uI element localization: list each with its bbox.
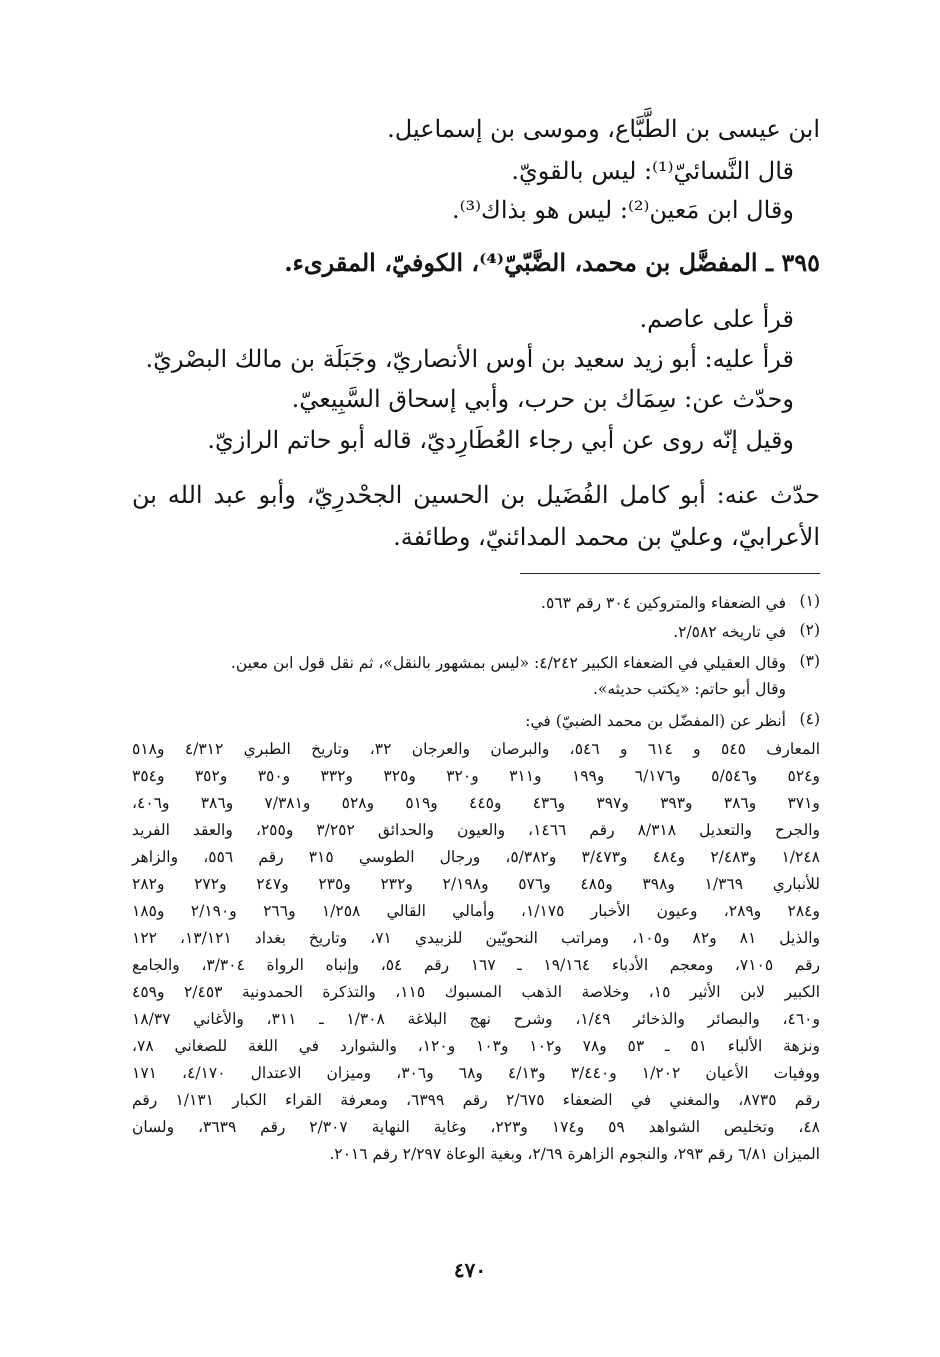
footnote-4-line-10: رقم ٧١٠٥، ومعجم الأدباء ١٩/١٦٤ ـ ١٦٧ رقم ٥٤، وإنباه الرواة ٣/٣٠٤، والجامع — [132, 956, 820, 974]
body-line-10: الأعرابيّ، وعليّ بن محمد المدائنيّ، وطائفة. — [393, 523, 820, 551]
footnote-4-line-8: و٢٨٤ و٢٨٩، وعيون الأخبار ١/١٧٥، وأمالي القالي ١/٢٥٨ و٢٦٦ و٢/١٩٠ و١٨٥ — [132, 902, 820, 920]
body-line-1: ابن عيسى بن الطَّبَّاع، وموسى بن إسماعيل. — [387, 115, 820, 143]
footnote-4-line-2: المعارف ٥٤٥ و ٦١٤ و ٥٤٦، والبرصان والعرجان ٣٢، وتاريخ الطبري ٤/٣١٢ و٥١٨ — [132, 740, 821, 758]
page-number: ٤٧٠ — [453, 1258, 487, 1282]
body-line-6: قرأ عليه: أبو زيد سعيد بن أوس الأنصاريّ، وجَبَلَة بن مالك البصْريّ. — [145, 345, 794, 373]
footnote-4-line-5: والجرح والتعديل ٨/٣١٨ رقم ١٤٦٦، والعيون والحدائق ٣/٢٥٢ و٢٥٥، والعقد الفريد — [132, 821, 821, 839]
body-line-5: قرأ على عاصم. — [639, 305, 794, 333]
footnote-4-line-6: ١/٢٤٨ و٢/٤٨٣ و٤٨٤ و٣/٤٧٣ و٥/٣٨٢، ورجال الطوسي ٣١٥ رقم ٥٥٦، والزاهر — [132, 848, 821, 866]
footnote-number-3: (٣) — [799, 652, 820, 670]
footnote-4-line-7: للأنباري ١/٣٦٩ و٣٩٨ و٤٨٥ و٥٧٦ و٢/١٩٨ و٢٣٢ و٢٣٥ و٢٤٧ و٢٧٢ و٢٨٢ — [132, 875, 820, 893]
footnote-4-line-15: رقم ٨٧٣٥، والمغني في الضعفاء ٢/٦٧٥ رقم ٦٣٩٩، ومعرفة القراء الكبار ١/١٣١ رقم — [132, 1091, 821, 1109]
body-line-2: قال النَّسائيّ⁽¹⁾: ليس بالقويّ. — [511, 157, 794, 185]
entry-heading: ٣٩٥ ـ المفضَّل بن محمد، الضَّبّيّ⁽⁴⁾، الكوفيّ، المقرىء. — [284, 248, 820, 277]
footnote-4-line-13: ونزهة الألباء ٥١ ـ ٥٣ و٧٨ و١٠٢ و١٠٣ و١٢٠، والشوارد في اللغة للصغاني ٧٨، — [132, 1037, 820, 1055]
footnote-number-4: (٤) — [799, 710, 820, 728]
footnote-number-2: (٢) — [799, 621, 820, 639]
footnote-4-line-1: أنظر عن (المفضّل بن محمد الضبيّ) في: — [525, 712, 786, 730]
footnote-4-line-12: و٤٦٠، والبصائر والذخائر ١/٤٩، وشرح نهج البلاغة ١/٣٠٨ ـ ٣١١، والأغاني ١٨/٣٧ — [132, 1010, 820, 1028]
footnote-1: في الضعفاء والمتروكين ٣٠٤ رقم ٥٦٣. — [541, 594, 786, 612]
body-line-3: وقال ابن مَعين⁽²⁾: ليس هو بذاك⁽³⁾. — [451, 196, 794, 224]
footnote-3-line-1: وقال العقيلي في الضعفاء الكبير ٤/٢٤٢: «ليس بمشهور بالنقل»، ثم نقل قول ابن معين. — [230, 654, 786, 672]
footnote-number-1: (١) — [799, 592, 820, 610]
footnote-separator — [520, 573, 820, 574]
footnote-4-line-16: ٤٨، وتخليص الشواهد ٥٩ و١٧٤ و٢٢٣، وغاية النهاية ٢/٣٠٧ رقم ٣٦٣٩، ولسان — [132, 1118, 821, 1136]
footnote-4-line-11: الكبير لابن الأثير ١٥، وخلاصة الذهب المسبوك ١١٥، والتذكرة الحمدونية ٢/٤٥٣ و٤٥٩ — [132, 983, 820, 1001]
footnote-2: في تاريخه ٢/٥٨٢. — [673, 623, 786, 641]
footnote-4-line-4: و٣٧١ و٣٨٦ و٣٩٣ و٣٩٧ و٤٣٦ و٤٤٥ و٥١٩ و٥٢٨ و٧/٣٨١ و٣٨٦ و٤٠٦، — [132, 794, 820, 812]
body-line-7: وحدّث عن: سِمَاك بن حرب، وأبي إسحاق السَّبِيعيّ. — [291, 385, 794, 413]
footnote-4-line-9: والذيل ٨١ و٨٢ و١٠٥، ومراتب النحويّين للزبيدي ٧١، وتاريخ بغداد ١٣/١٢١، ١٢٢ — [132, 929, 820, 947]
footnote-3-line-2: وقال أبو حاتم: «يكتب حديثه». — [592, 680, 786, 698]
footnote-4-line-14: ووفيات الأعيان ١/٢٠٢ و٣/٤٤٠ و٤/١٣ و٦٨ و٣٠٦، وميزان الاعتدال ٤/١٧٠، ١٧١ — [132, 1064, 820, 1082]
footnote-4-line-3: و٥٢٤ و٥/٥٤٦ و٦/١٧٦ و١٩٩ و٣١١ و٣٢٠ و٣٢٥ و٣٣٢ و٣٥٠ و٣٥٢ و٣٥٤ — [132, 767, 821, 785]
footnote-4-line-17: الميزان ٦/٨١ رقم ٢٩٣، والنجوم الزاهرة ٢/٦٩، وبغية الوعاة ٢/٢٩٧ رقم ٢٠١٦. — [329, 1145, 820, 1163]
body-line-9: حدّث عنه: أبو كامل الفُضَيل بن الحسين الجحْدرِيّ، وأبو عبد الله بن — [132, 481, 820, 509]
body-line-8: وقيل إنّه روى عن أبي رجاء العُطَارِديّ، قاله أبو حاتم الرازيّ. — [207, 426, 794, 454]
